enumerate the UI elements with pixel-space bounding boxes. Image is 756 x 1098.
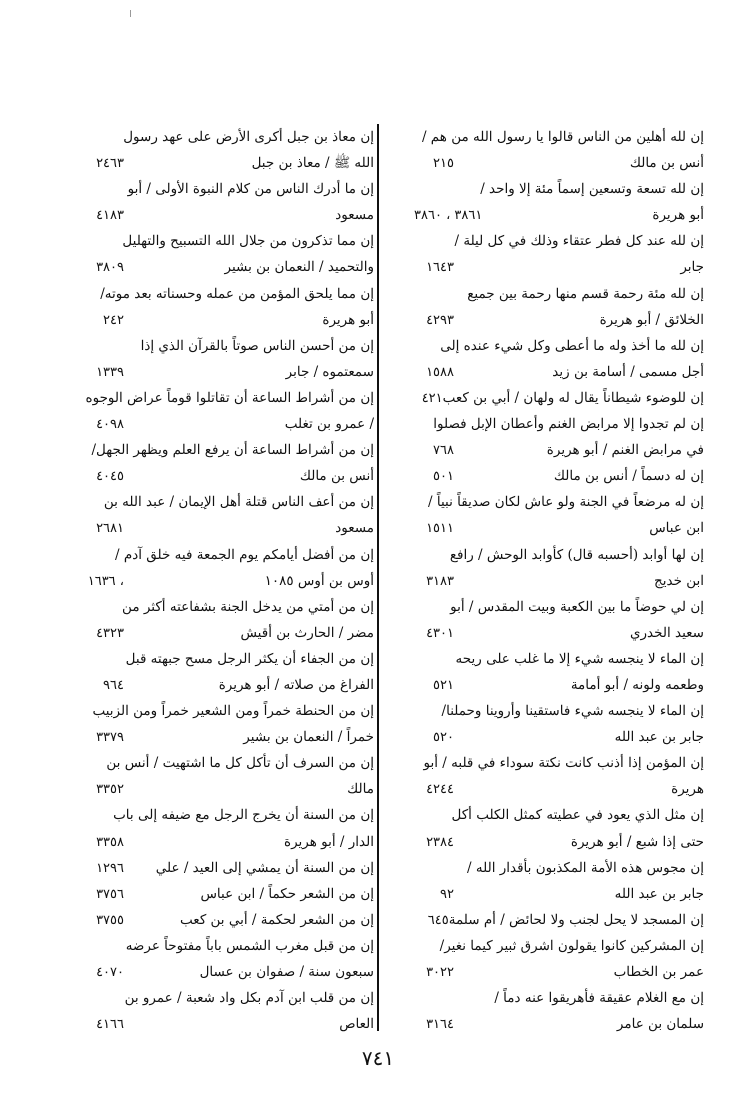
hadith-text: ابن خديج [654,572,704,589]
hadith-text: مالك [347,781,374,798]
hadith-text: إن له مرضعاً في الجنة ولو عاش لكان صديقاً نبياً / [428,494,704,511]
corner-mark [130,10,131,17]
index-line [414,646,704,672]
hadith-number: ٣٣٧٩ [96,730,124,746]
page-number: ٧٤١ [361,1046,395,1070]
hadith-text: مضر / الحارث بن أقيش [240,624,374,641]
hadith-text: إن من أمتي من يدخل الجنة بشفاعته أكثر من [122,598,374,615]
hadith-text: إن مما تذكرون من جلال الله التسبيح والتهليل [122,233,374,250]
index-line [84,254,374,280]
hadith-number: ٤٢٤٤ [426,782,454,798]
hadith-number: ٣٧٥٦ [96,886,124,902]
index-line [414,933,704,959]
index-line [84,907,374,933]
hadith-text: إن من الجفاء أن يكثر الرجل مسح جبهته قبل [125,650,374,667]
hadith-text: سمعتموه / جابر [285,363,374,380]
hadith-text: إن لله أهلين من الناس قالوا يا رسول الله من هم / [421,129,704,145]
hadith-text: إن لله مئة رحمة قسم منها رحمة بين جميع [467,285,704,302]
index-line [414,724,704,750]
index-line [414,594,704,620]
index-line [414,985,704,1011]
hadith-text: أنس بن مالك [299,468,374,485]
hadith-text: إن من أعف الناس قتلة أهل الإيمان / عبد الله بن [103,494,374,511]
hadith-text: أجل مسمى / أسامة بن زيد [552,363,704,380]
hadith-number: ٢٤٦٣ [96,156,124,172]
hadith-text: أبو هريرة [652,207,704,224]
index-line [84,802,374,828]
column-divider [377,124,379,1031]
hadith-number: ٧٦٨ [433,443,454,459]
hadith-number: ٢٦٨١ [96,521,124,537]
hadith-text: أبو هريرة [322,311,374,328]
index-line [84,385,374,411]
hadith-text: إن من قبل مغرب الشمس باباً مفتوحاً عرضه [125,937,374,954]
hadith-text: ابن عباس [649,520,704,537]
index-line [84,359,374,385]
hadith-text: سعيد الخدري [629,624,704,641]
index-line [414,542,704,568]
index-line [414,124,704,150]
hadith-number: ٤٢٩٣ [426,312,454,328]
hadith-text: عمر بن الخطاب [613,964,704,980]
hadith-text: إن من قلب ابن آدم بكل واد شعبة / عمرو بن [124,990,374,1007]
hadith-text: جابر بن عبد الله [614,885,704,902]
index-line [84,202,374,228]
hadith-text: إن له دسماً / أنس بن مالك [553,468,704,485]
index-line [414,307,704,333]
hadith-number: ٤٣٠١ [426,625,454,641]
hadith-number: ٥٠١ [433,469,454,485]
index-line [414,568,704,594]
hadith-number: ٦٤٥ [427,912,449,928]
hadith-text: إن من الشعر حكماً / ابن عباس [200,885,374,902]
hadith-number: ٣٠٢٢ [426,965,454,980]
hadith-number: ٥٢٠ [433,730,454,746]
hadith-text: الدار / أبو هريرة [284,833,374,850]
hadith-text: مسعود [335,207,374,224]
index-line [414,776,704,802]
index-line [84,672,374,698]
index-line [414,829,704,855]
hadith-text: إن من أحسن الناس صوتاً بالقرآن الذي إذا [140,337,374,354]
index-line [84,698,374,724]
hadith-text: في مرابض الغنم / أبو هريرة [546,442,704,459]
hadith-number: ٣٨٠٩ [96,260,124,276]
index-line [84,776,374,802]
index-line [414,463,704,489]
index-line [414,150,704,176]
hadith-number: ٤٠٧٠ [96,965,124,980]
hadith-number: ٤١٨٣ [96,208,124,224]
index-line [414,437,704,463]
index-line [414,385,704,411]
hadith-text: مسعود [335,520,374,537]
hadith-number: ١٢٩٦ [96,860,124,876]
hadith-text: أنس بن مالك [629,155,704,172]
index-line [84,281,374,307]
index-line [414,176,704,202]
hadith-text: جابر بن عبد الله [614,729,704,746]
hadith-number: ٣٧٥٥ [96,912,124,928]
hadith-number: ٤١٦٦ [96,1017,124,1033]
hadith-number: ٥٢١ [433,677,454,693]
index-line [84,176,374,202]
index-line [414,281,704,307]
index-line [84,933,374,959]
hadith-number: ٣١٦٤ [426,1017,454,1033]
hadith-text: إن من السرف أن تأكل كل ما اشتهيت / أنس بن [106,755,374,772]
index-line [84,646,374,672]
index-line [414,620,704,646]
index-line [414,698,704,724]
index-line [414,1011,704,1037]
index-line [84,542,374,568]
hadith-text: الفراغ من صلاته / أبو هريرة [218,676,374,693]
hadith-number: ٩٦٤ [103,677,124,693]
hadith-text: إن لله عند كل فطر عتقاء وذلك في كل ليلة / [454,233,704,250]
index-line [84,985,374,1011]
hadith-text: إن ما أدرك الناس من كلام النبوة الأولى / أبو [127,181,374,198]
hadith-text: إن من أشراط الساعة أن تقاتلوا قوماً عراض الوجوه [85,389,374,406]
hadith-text: إن من أشراط الساعة أن يرفع العلم ويظهر الجهل/ [91,442,374,459]
index-line [414,333,704,359]
index-line [84,124,374,150]
hadith-text: إن من الشعر لحكمة / أبي بن كعب [180,911,374,928]
index-line [414,907,704,933]
hadith-number: ٣٣٥٨ [96,834,124,850]
index-line [84,959,374,985]
hadith-text: خمراً / النعمان بن بشير [243,729,374,746]
index-line [84,411,374,437]
index-line [84,568,374,594]
hadith-text: إن من السنة أن يمشي إلى العيد / علي [155,859,374,876]
index-line [414,672,704,698]
index-line [414,515,704,541]
hadith-text: إن مما يلحق المؤمن من عمله وحسناته بعد موته/ [100,285,374,302]
index-line [414,202,704,228]
hadith-text: إن معاذ بن جبل أكرى الأرض على عهد رسول [123,129,374,145]
hadith-number: ١٥٨٨ [426,364,454,380]
hadith-text: إن مثل الذي يعود في عطيته كمثل الكلب أكل [451,807,704,824]
hadith-number: ٢٣٨٤ [426,834,454,850]
hadith-number: ٣١٨٣ [426,573,454,589]
hadith-text: إن المشركين كانوا يقولون اشرق ثبير كيما نغير/ [439,937,704,954]
hadith-text: إن مجوس هذه الأمة المكذبون بأقدار الله / [467,859,704,876]
hadith-text: هريرة [671,781,704,798]
index-line [414,411,704,437]
index-line [414,855,704,881]
index-line [84,1011,374,1037]
hadith-number: ٤٠٩٨ [96,417,124,433]
index-line [84,228,374,254]
hadith-number: ٤٣٢٣ [96,625,124,641]
index-line [84,881,374,907]
index-line [414,228,704,254]
index-line [84,150,374,176]
hadith-text: الخلائق / أبو هريرة [599,311,704,328]
index-line [84,437,374,463]
hadith-number: ٩٢ [440,886,454,902]
hadith-text: إن لها أوابد (أحسبه قال) كأوابد الوحش / رافع [449,546,704,563]
hadith-text: إن للوضوء شيطاناً يقال له ولهان / أبي بن كعب [442,389,704,406]
index-line [84,463,374,489]
hadith-text: إن مع الغلام عقيقة فأهريقوا عنه دماً / [494,990,704,1007]
hadith-text: الله ﷺ / معاذ بن جبل [251,155,374,172]
hadith-text: وطعمه ولونه / أبو أمامة [570,676,704,693]
hadith-text: إن المؤمن إذا أذنب كانت نكتة سوداء في قلبه / أبو [423,755,704,772]
hadith-number: ١٥١١ [426,521,454,537]
hadith-text: والتحميد / النعمان بن بشير [224,259,374,276]
index-line [84,594,374,620]
index-line [84,620,374,646]
hadith-text: إن لي حوضاً ما بين الكعبة وبيت المقدس / أبو [450,598,704,615]
hadith-text: سلمان بن عامر [616,1016,704,1033]
index-line [84,489,374,515]
index-line [414,881,704,907]
hadith-text: / عمرو بن تغلب [284,416,374,433]
index-line [414,750,704,776]
index-line [414,959,704,985]
hadith-number: ٤٢١ [421,390,443,406]
index-line [414,359,704,385]
index-column-right [414,124,704,1037]
index-line [84,724,374,750]
hadith-text: إن المسجد لا يحل لجنب ولا لحائض / أم سلمة [448,911,704,928]
index-line [84,515,374,541]
hadith-number: ٣٣٥٢ [96,782,124,798]
index-line [84,307,374,333]
index-line [84,855,374,881]
index-column-left [84,124,374,1037]
hadith-number: ٣٨٦١ ، ٣٨٦٠ [414,208,483,224]
index-line [414,489,704,515]
hadith-text: حتى إذا شبع / أبو هريرة [570,833,704,850]
hadith-number: ٤٠٤٥ [96,469,124,485]
hadith-text: إن الماء لا ينجسه شيء إلا ما غلب على ريحه [455,650,704,667]
hadith-text: جابر [680,259,704,276]
hadith-number: ٢١٥ [433,156,454,172]
index-line [84,333,374,359]
hadith-number: ١٦٣٦ ، [87,573,124,589]
index-line [84,750,374,776]
index-line [414,254,704,280]
hadith-number: ٢٤٢ [103,312,124,328]
hadith-text: إن من الحنطة خمراً ومن الشعير خمراً ومن الزبيب [92,703,374,720]
hadith-text: إن لم تجدوا إلا مرابض الغنم وأعطان الإبل فصلوا [433,416,704,433]
hadith-text: إن من أفضل أيامكم يوم الجمعة فيه خلق آدم / [115,546,374,563]
index-line [414,802,704,828]
hadith-text: إن الماء لا ينجسه شيء فاستقينا وأروينا وحملنا/ [441,703,704,720]
hadith-text: أوس بن أوس ١٠٨٥ [264,572,374,589]
hadith-text: سبعون سنة / صفوان بن عسال [199,964,374,980]
hadith-text: إن من السنة أن يخرج الرجل مع ضيفه إلى باب [113,807,374,824]
hadith-text: إن لله ما أخذ وله ما أعطى وكل شيء عنده إلى [440,337,704,354]
hadith-number: ١٣٣٩ [96,364,124,380]
index-line [84,829,374,855]
hadith-text: العاص [339,1016,374,1033]
hadith-number: ١٦٤٣ [426,260,454,276]
hadith-text: إن لله تسعة وتسعين إسماً مئة إلا واحد / [480,181,704,198]
